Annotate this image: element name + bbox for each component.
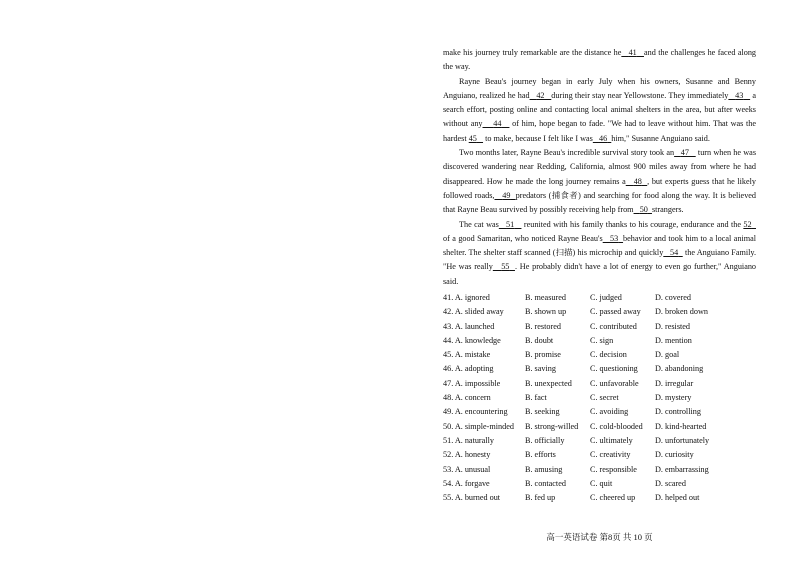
option-d: D. kind-hearted (655, 421, 707, 431)
option-row (443, 391, 756, 405)
option-b: B. measured (525, 293, 566, 302)
paragraph-continuation: make his journey truly remarkable are the distance he 41 and the challenges he faced along the way. (443, 48, 757, 72)
option-b: B. efforts (525, 450, 556, 460)
option-row (443, 491, 756, 505)
option-row (443, 434, 756, 448)
option-c: C. cold-blooded (590, 421, 643, 431)
option-row (443, 334, 756, 348)
option-a: 53. A. unusual (443, 464, 491, 474)
option-c: C. ultimately (590, 435, 633, 445)
option-b: B. fed up (525, 493, 556, 503)
option-row (443, 291, 756, 305)
option-c: C. questioning (590, 364, 638, 374)
option-d: D. mystery (655, 393, 692, 403)
option-d: D. mention (655, 335, 692, 345)
option-b: B. strong-willed (525, 421, 579, 431)
option-c: C. sign (590, 335, 614, 345)
option-c: C. contributed (590, 321, 637, 331)
option-a: 52. A. honesty (443, 450, 491, 460)
option-d: D. scared (655, 478, 686, 488)
option-row (443, 377, 756, 391)
blank-44: 44 (493, 119, 502, 129)
option-d: D. unfortunately (655, 435, 710, 445)
option-row (443, 305, 756, 319)
passage (443, 46, 756, 289)
option-b: B. promise (525, 350, 561, 360)
option-a: 51. A. naturally (443, 435, 494, 445)
option-a: 50. A. simple-minded (443, 421, 514, 431)
blank-48: 48 (633, 176, 642, 186)
option-c: C. judged (590, 293, 622, 302)
blank-43: 43 (735, 90, 744, 100)
blank-54: 54 (670, 248, 679, 258)
option-row (443, 463, 756, 477)
option-d: D. irregular (655, 378, 694, 388)
option-c: C. responsible (590, 464, 637, 474)
blank-52: 52 (743, 219, 752, 229)
answer-options (443, 291, 756, 505)
option-d: D. covered (655, 293, 691, 302)
blank-46: 46 (598, 133, 608, 143)
option-d: D. embarrassing (655, 464, 709, 474)
option-b: B. restored (525, 321, 561, 331)
option-b: B. amusing (525, 464, 563, 474)
option-row (443, 320, 756, 334)
option-row (443, 348, 756, 362)
blank-53: 53 (609, 233, 619, 243)
option-a: 47. A. impossible (443, 378, 501, 388)
blank-51: 51 (506, 219, 515, 229)
option-c: C. secret (590, 393, 619, 403)
blank-42: 42 (536, 90, 545, 100)
option-b: B. fact (525, 393, 547, 403)
option-a: 43. A. launched (443, 321, 495, 331)
option-b: B. saving (525, 364, 556, 374)
paragraph-2: Two months later, Rayne Beau's incredible survival story took an 47 turn when he was discovered wandering near Redding, California, almost 900 miles away from where he had disappeared. How he made the long journey remains a 48 , but experts guess that he likely followed roads, 49 predators (捕食者) and searching for food along the way. It is believed that Rayne Beau survived by possibly receiving help from 50 strangers. (443, 148, 757, 215)
option-a: 41. A. ignored (443, 293, 490, 302)
option-c: C. decision (590, 350, 627, 360)
option-a: 42. A. slided away (443, 307, 504, 317)
option-c: C. unfavorable (590, 378, 639, 388)
option-row (443, 362, 756, 376)
option-a: 45. A. mistake (443, 350, 491, 360)
option-d: D. resisted (655, 321, 691, 331)
option-c: C. passed away (590, 307, 641, 317)
paragraph-3: The cat was 51 reunited with his family thanks to his courage, endurance and the 52 of a good Samaritan, who noticed Rayne Beau's 53 behavior and took him to a local animal shelter. The shelter staff scanned (扫描) his microchip and quickly 54 the Anguiano Family. "He was really 55 . He probably didn't have a lot of energy to even go further," Anguiano said. (443, 219, 757, 286)
option-row (443, 477, 756, 491)
option-b: B. seeking (525, 407, 560, 417)
option-row (443, 448, 756, 462)
option-c: C. avoiding (590, 407, 629, 417)
option-b: B. unexpected (525, 378, 572, 388)
option-a: 49. A. encountering (443, 407, 508, 417)
blank-50: 50 (639, 205, 648, 215)
option-b: B. contacted (525, 478, 566, 488)
option-b: B. shown up (525, 307, 567, 317)
option-c: C. quit (590, 478, 613, 488)
option-row (443, 420, 756, 434)
option-b: B. doubt (525, 335, 554, 345)
option-a: 54. A. forgave (443, 478, 490, 488)
option-c: C. cheered up (590, 493, 636, 503)
paragraph-1: Rayne Beau's journey began in early July when his owners, Susanne and Benny Anguiano, realized he had 42 during their stay near Yellowstone. They immediately 43 a search effort, posting online and contacting local animal shelters in the area, but after weeks without any 44 of him, hope began to fade. "We had to leave without him. That was the hardest 45 to make, because I felt like I was 46 him," Susanne Anguiano said. (443, 76, 757, 143)
option-b: B. officially (525, 435, 565, 445)
option-d: D. curiosity (655, 450, 694, 460)
option-c: C. creativity (590, 450, 631, 460)
option-a: 44. A. knowledge (443, 335, 501, 345)
option-d: D. broken down (655, 307, 708, 317)
option-row (443, 405, 756, 419)
option-a: 46. A. adopting (443, 364, 494, 374)
option-d: D. abandoning (655, 364, 704, 374)
option-a: 55. A. burned out (443, 493, 501, 503)
option-d: D. controlling (655, 407, 701, 417)
option-d: D. goal (655, 350, 680, 360)
blank-49: 49 (502, 190, 511, 200)
blank-55: 55 (501, 262, 510, 272)
option-d: D. helped out (655, 493, 700, 503)
blank-47: 47 (680, 148, 689, 158)
page-footer: 高一英语试卷 第8页 共 10 页 (546, 532, 653, 542)
option-a: 48. A. concern (443, 393, 491, 403)
blank-45: 45 (468, 133, 477, 143)
blank-41: 41 (628, 48, 637, 57)
